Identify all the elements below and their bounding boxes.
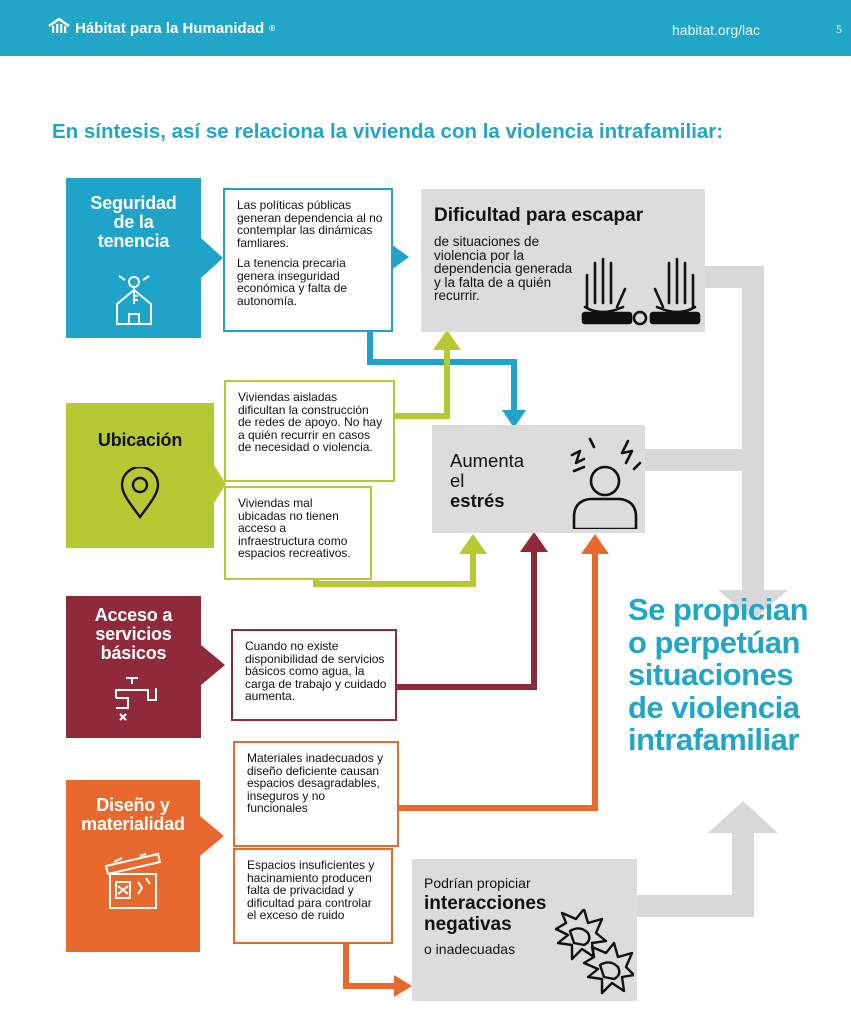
faucet-icon	[106, 674, 162, 728]
arrowhead-diseno-interacciones	[394, 975, 412, 997]
effect-estres	[432, 425, 645, 533]
diseno-text-2: Espacios insuficientes y hacinamiento producen falta de privacidad y dificultad para controlar el exceso de ruido	[247, 858, 375, 922]
fighting-fists-icon	[554, 909, 634, 1002]
estres-line2: el	[450, 470, 465, 491]
interacciones-bold: interacciones negativas	[424, 893, 547, 935]
interacciones-line1: Podrían propiciar	[424, 875, 531, 891]
effect-escapar	[421, 189, 705, 332]
result-text: Se propician o perpetúan situaciones de violencia intrafamiliar	[628, 592, 809, 757]
estres-line1: Aumenta	[450, 450, 525, 471]
category-tenencia-pointer	[201, 238, 223, 278]
map-pin-icon	[118, 467, 162, 523]
interacciones-line3: o inadecuadas	[424, 941, 516, 957]
estres-bold: estrés	[450, 490, 505, 511]
damaged-house-icon	[102, 850, 164, 916]
page-title: En síntesis, así se relaciona la vivienda con la violencia intrafamiliar:	[52, 120, 724, 143]
category-ubicacion	[66, 403, 214, 548]
diseno-text-1: Materiales inadecuados y diseño deficiente causan espacios desagradables, inseguros y no funcionales	[247, 751, 384, 815]
page-number: 5	[836, 22, 842, 36]
tenencia-text-1: Las políticas públicas generan dependencia al no contemplar las dinámicas famliares.	[237, 198, 383, 250]
textbox-acceso	[231, 629, 397, 721]
site-url[interactable]: habitat.org/lac	[672, 22, 760, 38]
estres-text	[450, 451, 524, 511]
textbox-ubicacion-2	[224, 486, 372, 580]
arrow-diseno-interacciones	[346, 942, 396, 986]
house-key-icon	[109, 270, 159, 330]
arrowhead-diseno-estres	[581, 534, 609, 554]
category-diseno-pointer	[200, 816, 224, 856]
ubicacion-text-2: Viviendas mal ubicadas no tienen acceso a infraestructura como espacios recreativos.	[238, 496, 351, 560]
escapar-heading: Dificultad para escapar	[434, 205, 644, 226]
effect-interacciones	[412, 859, 637, 1001]
ubicacion-text-1: Viviendas aisladas dificultan la construcción de redes de apoyo. No hay a quién recurrir en casos de necesidad o violencia.	[238, 390, 383, 454]
arrowhead-acceso-estres	[520, 532, 548, 552]
acceso-text-1: Cuando no existe disponibilidad de servicios básicos como agua, la carga de trabajo y cuidado aumenta.	[245, 639, 387, 703]
textbox-ubicacion-1	[224, 380, 395, 482]
arrowhead-ubicacion-estres	[459, 534, 487, 554]
tied-hands-icon	[579, 253, 701, 334]
escapar-text: de situaciones de violencia por la dependencia generada y la falta de a quién recurrir.	[434, 234, 573, 303]
arrow-diseno-estres	[398, 552, 595, 808]
textbox-diseno-1	[233, 741, 399, 847]
pointer-tenencia-escapar	[391, 244, 409, 270]
logo-registered: ®	[269, 23, 276, 33]
tenencia-text-2: La tenencia precaria genera inseguridad económica y falta de autonomía.	[237, 256, 348, 308]
arrow-ubicacion-escapar	[393, 346, 447, 416]
textbox-tenencia	[223, 188, 393, 332]
category-diseno-label: Diseño y materialidad	[81, 795, 185, 834]
stressed-person-icon	[568, 433, 642, 534]
category-acceso-pointer	[201, 645, 225, 685]
arrow-interacciones-result	[637, 832, 743, 906]
logo-text: Hábitat para la Humanidad	[75, 19, 265, 37]
arrow-acceso-estres	[396, 550, 534, 687]
category-tenencia	[66, 178, 201, 338]
arrowhead-ubicacion-escapar	[433, 330, 461, 350]
arrowhead-result-2	[708, 801, 778, 833]
textbox-diseno-2	[233, 848, 393, 944]
category-ubicacion-label: Ubicación	[97, 430, 183, 450]
arrow-escapar-result	[705, 277, 753, 593]
category-diseno	[66, 780, 200, 952]
category-tenencia-label: Seguridad de la tenencia	[90, 193, 177, 251]
category-acceso-label: Acceso a servicios básicos	[94, 605, 173, 663]
category-acceso	[66, 596, 201, 738]
